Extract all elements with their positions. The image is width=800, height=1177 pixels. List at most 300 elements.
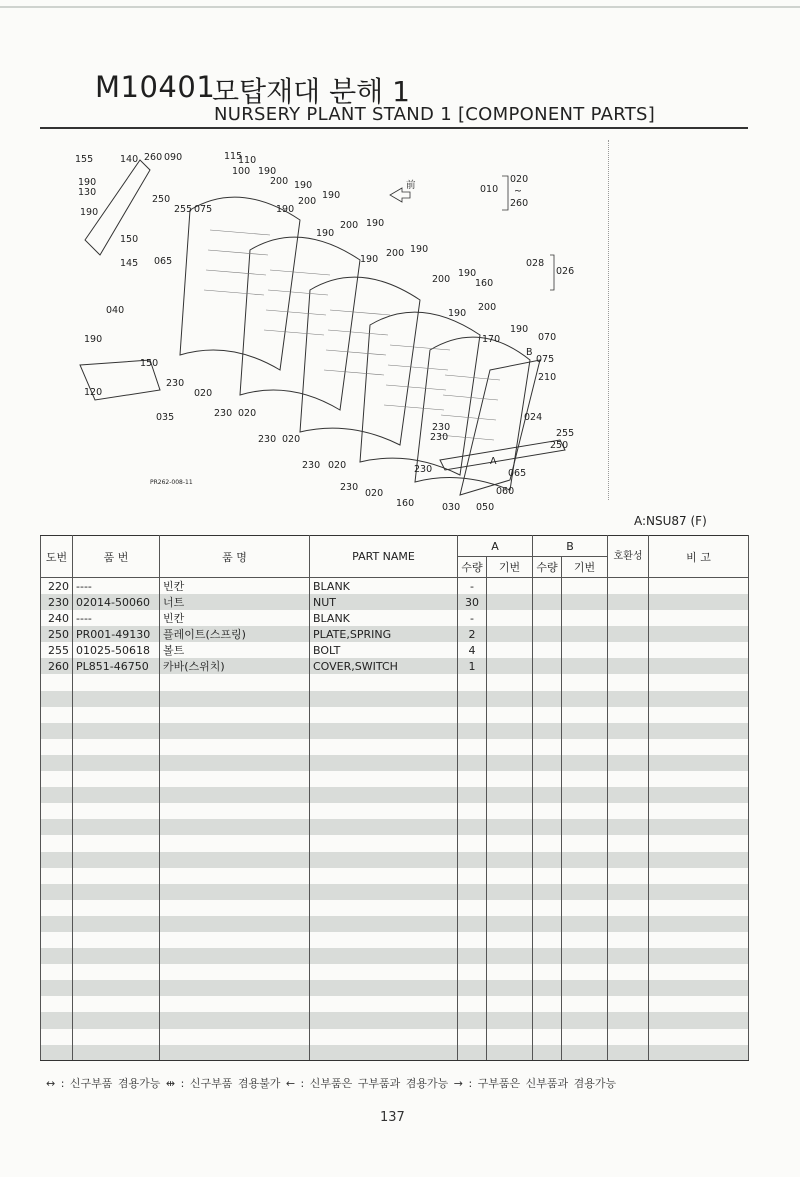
cell-model-b: [562, 642, 608, 658]
cell-qty-b: [533, 980, 562, 996]
svg-text:200: 200: [386, 248, 405, 259]
cell-model-a: [487, 626, 533, 642]
svg-text:020: 020: [194, 388, 213, 399]
cell-no: 230: [41, 594, 73, 610]
col-group-b: B: [533, 536, 608, 557]
cell-qty-a: [458, 835, 487, 851]
cell-remarks: [649, 626, 749, 642]
cell-no: 260: [41, 658, 73, 674]
cell-model-a: [487, 900, 533, 916]
cell-name-kr: [160, 932, 310, 948]
cell-part-no: [73, 1012, 160, 1028]
svg-text:230: 230: [214, 408, 233, 419]
table-row: [41, 707, 749, 723]
col-a-model: 기번: [487, 557, 533, 578]
cell-model-a: [487, 1012, 533, 1028]
cell-compat: [608, 642, 649, 658]
cell-no: [41, 964, 73, 980]
cell-model-a: [487, 707, 533, 723]
cell-part-name: BLANK: [310, 610, 458, 626]
cell-model-b: [562, 707, 608, 723]
cell-qty-b: [533, 819, 562, 835]
svg-text:260: 260: [144, 152, 163, 163]
svg-text:190: 190: [276, 204, 295, 215]
col-b-qty: 수량: [533, 557, 562, 578]
cell-remarks: [649, 771, 749, 787]
svg-text:190: 190: [78, 177, 97, 188]
cell-part-name: [310, 996, 458, 1012]
cell-qty-b: [533, 642, 562, 658]
cell-remarks: [649, 691, 749, 707]
cell-name-kr: [160, 707, 310, 723]
svg-text:190: 190: [458, 268, 477, 279]
cell-part-no: [73, 868, 160, 884]
cell-part-name: [310, 787, 458, 803]
cell-qty-a: 4: [458, 642, 487, 658]
cell-model-a: [487, 691, 533, 707]
cell-model-a: [487, 658, 533, 674]
cell-no: [41, 755, 73, 771]
cell-qty-b: [533, 594, 562, 610]
cell-qty-b: [533, 948, 562, 964]
cell-name-kr: [160, 868, 310, 884]
svg-text:~: ~: [514, 186, 522, 197]
cell-name-kr: [160, 980, 310, 996]
cell-qty-b: [533, 1045, 562, 1061]
cell-compat: [608, 852, 649, 868]
cell-model-a: [487, 594, 533, 610]
cell-model-b: [562, 771, 608, 787]
cell-part-no: [73, 691, 160, 707]
svg-text:140: 140: [120, 154, 139, 165]
svg-text:065: 065: [154, 256, 173, 267]
cell-name-kr: [160, 674, 310, 690]
svg-text:070: 070: [538, 332, 557, 343]
cell-qty-a: [458, 948, 487, 964]
col-b-model: 기번: [562, 557, 608, 578]
cell-model-b: [562, 1045, 608, 1061]
svg-text:190: 190: [360, 254, 379, 265]
svg-text:170: 170: [482, 334, 501, 345]
table-row: [41, 578, 749, 595]
cell-name-kr: [160, 803, 310, 819]
cell-part-no: [73, 787, 160, 803]
col-a-qty: 수량: [458, 557, 487, 578]
cell-no: [41, 948, 73, 964]
svg-text:200: 200: [478, 302, 497, 313]
svg-text:024: 024: [524, 412, 543, 423]
cell-remarks: [649, 932, 749, 948]
cell-qty-b: [533, 884, 562, 900]
cell-part-name: [310, 707, 458, 723]
table-row: [41, 964, 749, 980]
cell-model-b: [562, 835, 608, 851]
cell-compat: [608, 723, 649, 739]
cell-compat: [608, 819, 649, 835]
table-row: [41, 819, 749, 835]
cell-part-name: [310, 964, 458, 980]
cell-compat: [608, 755, 649, 771]
cell-qty-b: [533, 996, 562, 1012]
svg-text:230: 230: [414, 464, 433, 475]
cell-model-b: [562, 868, 608, 884]
svg-text:050: 050: [476, 502, 495, 513]
table-row: [41, 980, 749, 996]
page-number: 137: [380, 1110, 405, 1125]
cell-qty-b: [533, 868, 562, 884]
table-row: [41, 739, 749, 755]
cell-model-b: [562, 932, 608, 948]
cell-name-kr: [160, 771, 310, 787]
cell-remarks: [649, 610, 749, 626]
cell-name-kr: [160, 691, 310, 707]
cell-part-name: [310, 835, 458, 851]
cell-part-no: ----: [73, 578, 160, 595]
cell-model-b: [562, 900, 608, 916]
cell-model-b: [562, 658, 608, 674]
table-row: [41, 691, 749, 707]
diagram-ref-code: PR262-008-11: [150, 479, 193, 486]
cell-compat: [608, 964, 649, 980]
cell-part-name: BOLT: [310, 642, 458, 658]
cell-part-name: [310, 1012, 458, 1028]
cell-remarks: [649, 707, 749, 723]
cell-part-name: PLATE,SPRING: [310, 626, 458, 642]
exploded-parts-diagram: [40, 140, 650, 520]
cell-remarks: [649, 996, 749, 1012]
cell-part-name: [310, 1045, 458, 1061]
cell-qty-b: [533, 578, 562, 595]
cell-remarks: [649, 916, 749, 932]
svg-text:100: 100: [232, 166, 251, 177]
cell-remarks: [649, 1029, 749, 1045]
svg-text:065: 065: [508, 468, 527, 479]
svg-text:190: 190: [80, 207, 99, 218]
cell-part-no: [73, 948, 160, 964]
cell-part-no: [73, 884, 160, 900]
svg-text:155: 155: [75, 154, 94, 165]
cell-part-no: PL851-46750: [73, 658, 160, 674]
svg-text:030: 030: [442, 502, 461, 513]
cell-remarks: [649, 884, 749, 900]
cell-compat: [608, 1029, 649, 1045]
cell-model-a: [487, 819, 533, 835]
cell-no: [41, 803, 73, 819]
cell-model-a: [487, 964, 533, 980]
svg-text:200: 200: [432, 274, 451, 285]
title-underline: [40, 127, 748, 129]
svg-text:020: 020: [510, 174, 529, 185]
cell-part-no: [73, 852, 160, 868]
cell-part-no: [73, 932, 160, 948]
cell-no: [41, 996, 73, 1012]
cell-model-a: [487, 739, 533, 755]
variant-note: A:NSU87 (F): [634, 514, 707, 528]
svg-text:190: 190: [510, 324, 529, 335]
cell-no: [41, 787, 73, 803]
cell-model-a: [487, 916, 533, 932]
cell-no: [41, 868, 73, 884]
cell-qty-a: -: [458, 610, 487, 626]
cell-compat: [608, 1045, 649, 1061]
svg-text:200: 200: [340, 220, 359, 231]
cell-qty-a: [458, 900, 487, 916]
cell-compat: [608, 626, 649, 642]
cell-qty-a: [458, 916, 487, 932]
cell-no: [41, 884, 73, 900]
cell-part-no: ----: [73, 610, 160, 626]
cell-qty-a: 1: [458, 658, 487, 674]
cell-part-no: [73, 980, 160, 996]
svg-text:A: A: [490, 456, 497, 467]
svg-text:090: 090: [164, 152, 183, 163]
svg-text:255: 255: [556, 428, 575, 439]
svg-text:130: 130: [78, 187, 97, 198]
svg-text:190: 190: [316, 228, 335, 239]
cell-model-b: [562, 594, 608, 610]
cell-compat: [608, 674, 649, 690]
cell-model-b: [562, 803, 608, 819]
cell-part-no: 02014-50060: [73, 594, 160, 610]
col-part-name: PART NAME: [310, 536, 458, 578]
svg-text:075: 075: [536, 354, 555, 365]
cell-model-b: [562, 996, 608, 1012]
svg-text:250: 250: [152, 194, 171, 205]
table-row: [41, 916, 749, 932]
cell-part-name: [310, 803, 458, 819]
cell-no: [41, 707, 73, 723]
svg-text:160: 160: [475, 278, 494, 289]
cell-model-b: [562, 948, 608, 964]
table-row: [41, 884, 749, 900]
table-row: [41, 594, 749, 610]
cell-no: 255: [41, 642, 73, 658]
cell-qty-b: [533, 658, 562, 674]
cell-part-name: COVER,SWITCH: [310, 658, 458, 674]
cell-name-kr: [160, 916, 310, 932]
cell-remarks: [649, 674, 749, 690]
cell-qty-a: [458, 674, 487, 690]
svg-text:190: 190: [84, 334, 103, 345]
cell-part-name: [310, 755, 458, 771]
table-row: [41, 1045, 749, 1061]
svg-text:060: 060: [496, 486, 515, 497]
table-row: [41, 626, 749, 642]
cell-compat: [608, 932, 649, 948]
col-remarks: 비 고: [649, 536, 749, 578]
cell-part-name: [310, 900, 458, 916]
cell-compat: [608, 803, 649, 819]
cell-part-no: [73, 819, 160, 835]
svg-text:028: 028: [526, 258, 545, 269]
cell-name-kr: [160, 852, 310, 868]
cell-compat: [608, 948, 649, 964]
svg-text:150: 150: [140, 358, 159, 369]
cell-name-kr: [160, 900, 310, 916]
cell-name-kr: 빈칸: [160, 610, 310, 626]
cell-qty-b: [533, 771, 562, 787]
table-row: [41, 852, 749, 868]
table-row: [41, 900, 749, 916]
cell-part-name: NUT: [310, 594, 458, 610]
cell-qty-b: [533, 674, 562, 690]
cell-remarks: [649, 1012, 749, 1028]
table-row: [41, 610, 749, 626]
cell-qty-b: [533, 835, 562, 851]
cell-qty-b: [533, 1029, 562, 1045]
table-row: [41, 723, 749, 739]
cell-compat: [608, 771, 649, 787]
svg-text:190: 190: [448, 308, 467, 319]
cell-qty-a: [458, 980, 487, 996]
cell-model-a: [487, 1045, 533, 1061]
col-name-kr: 품 명: [160, 536, 310, 578]
cell-qty-a: [458, 1012, 487, 1028]
svg-text:230: 230: [166, 378, 185, 389]
cell-name-kr: [160, 819, 310, 835]
cell-qty-b: [533, 932, 562, 948]
cell-model-a: [487, 884, 533, 900]
cell-remarks: [649, 835, 749, 851]
svg-text:075: 075: [194, 204, 213, 215]
svg-text:190: 190: [258, 166, 277, 177]
cell-qty-a: -: [458, 578, 487, 595]
cell-part-name: [310, 932, 458, 948]
cell-no: [41, 691, 73, 707]
page-title-korean: 모탑재대 분해 1: [212, 75, 410, 108]
cell-remarks: [649, 642, 749, 658]
cell-name-kr: 플레이트(스프링): [160, 626, 310, 642]
cell-qty-b: [533, 707, 562, 723]
cell-compat: [608, 739, 649, 755]
svg-text:B: B: [526, 347, 533, 358]
cell-qty-a: [458, 932, 487, 948]
cell-model-b: [562, 626, 608, 642]
cell-part-name: [310, 916, 458, 932]
cell-no: [41, 835, 73, 851]
table-row: [41, 835, 749, 851]
cell-remarks: [649, 948, 749, 964]
cell-part-no: PR001-49130: [73, 626, 160, 642]
cell-model-a: [487, 852, 533, 868]
table-row: [41, 803, 749, 819]
svg-text:250: 250: [550, 440, 569, 451]
cell-model-b: [562, 1029, 608, 1045]
cell-model-a: [487, 755, 533, 771]
cell-no: [41, 723, 73, 739]
cell-no: [41, 932, 73, 948]
cell-qty-a: [458, 707, 487, 723]
cell-qty-b: [533, 916, 562, 932]
cell-no: [41, 852, 73, 868]
cell-qty-a: [458, 755, 487, 771]
cell-remarks: [649, 578, 749, 595]
cell-no: [41, 1045, 73, 1061]
svg-text:200: 200: [298, 196, 317, 207]
cell-no: [41, 916, 73, 932]
cell-compat: [608, 868, 649, 884]
cell-compat: [608, 658, 649, 674]
svg-text:020: 020: [328, 460, 347, 471]
cell-no: [41, 980, 73, 996]
cell-qty-b: [533, 755, 562, 771]
cell-part-no: 01025-50618: [73, 642, 160, 658]
cell-name-kr: 카바(스위치): [160, 658, 310, 674]
cell-part-no: [73, 674, 160, 690]
cell-remarks: [649, 1045, 749, 1061]
cell-part-no: [73, 771, 160, 787]
cell-compat: [608, 787, 649, 803]
cell-model-b: [562, 755, 608, 771]
cell-part-no: [73, 803, 160, 819]
cell-part-name: [310, 739, 458, 755]
cell-qty-b: [533, 803, 562, 819]
cell-model-a: [487, 803, 533, 819]
cell-part-no: [73, 996, 160, 1012]
cell-no: [41, 674, 73, 690]
col-group-a: A: [458, 536, 533, 557]
svg-text:010: 010: [480, 184, 499, 195]
cell-qty-a: [458, 1045, 487, 1061]
cell-qty-a: [458, 803, 487, 819]
cell-part-name: [310, 884, 458, 900]
cell-qty-a: [458, 691, 487, 707]
table-row: [41, 642, 749, 658]
cell-remarks: [649, 852, 749, 868]
cell-no: 240: [41, 610, 73, 626]
cell-compat: [608, 610, 649, 626]
cell-part-no: [73, 755, 160, 771]
table-row: [41, 1029, 749, 1045]
cell-qty-a: [458, 1029, 487, 1045]
svg-text:020: 020: [282, 434, 301, 445]
cell-part-name: [310, 691, 458, 707]
cell-qty-b: [533, 626, 562, 642]
cell-no: [41, 819, 73, 835]
svg-text:210: 210: [538, 372, 557, 383]
cell-part-name: BLANK: [310, 578, 458, 595]
cell-model-b: [562, 739, 608, 755]
cell-name-kr: 볼트: [160, 642, 310, 658]
parts-table: [40, 535, 749, 1061]
svg-text:190: 190: [322, 190, 341, 201]
cell-remarks: [649, 594, 749, 610]
cell-compat: [608, 900, 649, 916]
cell-name-kr: [160, 1012, 310, 1028]
svg-text:255: 255: [174, 204, 193, 215]
cell-qty-b: [533, 787, 562, 803]
cell-remarks: [649, 868, 749, 884]
cell-model-a: [487, 996, 533, 1012]
cell-part-name: [310, 1029, 458, 1045]
cell-qty-a: [458, 852, 487, 868]
table-row: [41, 771, 749, 787]
cell-model-a: [487, 868, 533, 884]
cell-model-b: [562, 787, 608, 803]
top-edge-line: [0, 6, 800, 8]
cell-model-a: [487, 610, 533, 626]
cell-name-kr: [160, 964, 310, 980]
cell-name-kr: [160, 835, 310, 851]
svg-text:230: 230: [430, 432, 449, 443]
cell-part-name: [310, 674, 458, 690]
cell-part-name: [310, 980, 458, 996]
cell-compat: [608, 916, 649, 932]
front-direction-label: 前: [406, 180, 416, 191]
col-no: 도번: [41, 536, 73, 578]
svg-text:120: 120: [84, 387, 103, 398]
cell-model-b: [562, 852, 608, 868]
